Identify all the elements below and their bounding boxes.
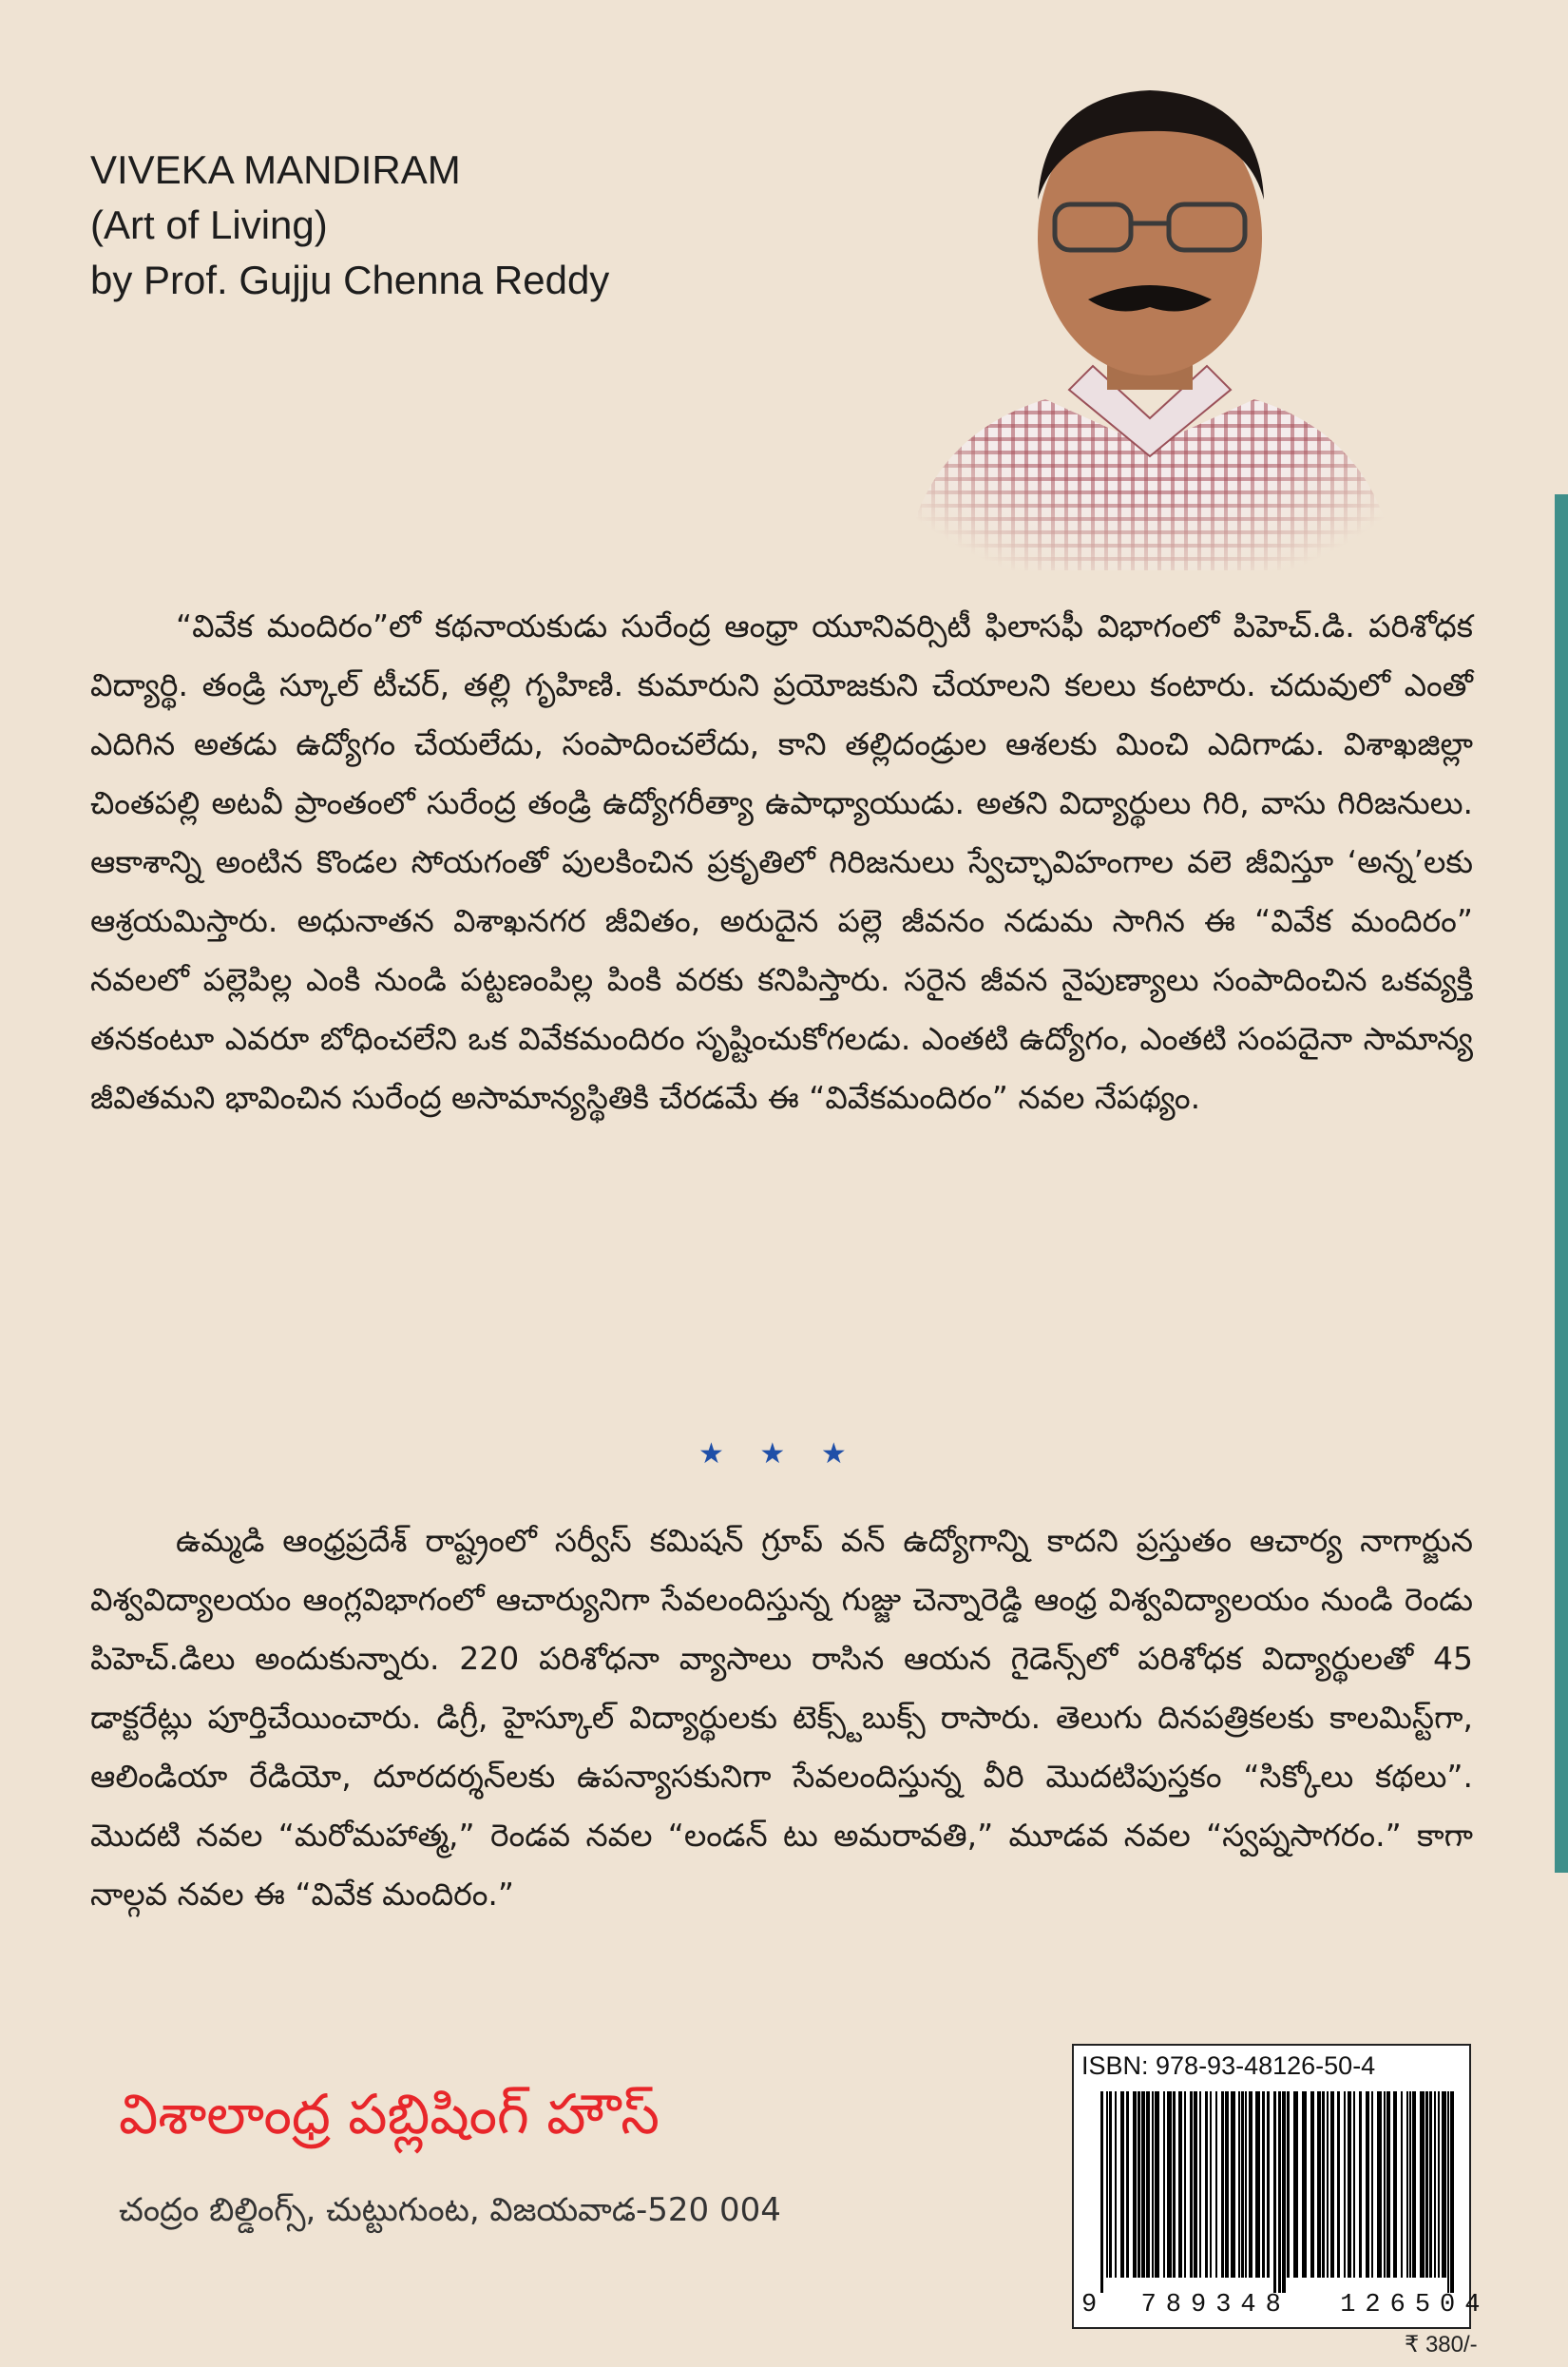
barcode-bar [1231, 2091, 1235, 2278]
barcode-bar [1420, 2091, 1425, 2278]
barcode-bar [1371, 2091, 1373, 2278]
barcode-digits-right: 126504 [1340, 2291, 1490, 2319]
barcode-bar [1100, 2091, 1103, 2293]
barcode-bar [1386, 2091, 1390, 2278]
barcode-bar [1447, 2091, 1449, 2293]
barcode-bar [1401, 2091, 1403, 2278]
barcode-bar [1106, 2091, 1108, 2278]
barcode-bar [1249, 2091, 1252, 2278]
barcode-bar [1194, 2091, 1197, 2278]
isbn-barcode [1072, 2044, 1490, 2329]
barcode-bar [1293, 2091, 1298, 2278]
barcode-bar [1273, 2091, 1276, 2293]
barcode-bar [1344, 2091, 1346, 2278]
barcode-bar [1126, 2091, 1129, 2278]
barcode-bar [1384, 2091, 1386, 2278]
book-title: VIVEKA MANDIRAM [90, 147, 461, 192]
barcode-bar [1109, 2091, 1112, 2278]
barcode-bar [1425, 2091, 1428, 2278]
price-label: ₹ 380/- [1405, 2332, 1478, 2357]
barcode-bar [1173, 2091, 1176, 2278]
barcode-bar [1133, 2091, 1137, 2278]
barcode-bar [1238, 2091, 1240, 2278]
barcode-bar [1438, 2091, 1440, 2278]
barcode-bar [1359, 2091, 1362, 2278]
barcode-bar [1184, 2091, 1186, 2278]
publisher-address: చంద్రం బిల్డింగ్స్, చుట్టుగుంట, విజయవాడ-520 004 [119, 2191, 781, 2229]
author-line: by Prof. Gujju Chenna Reddy [90, 258, 610, 302]
barcode-digits-left: 789348 [1140, 2291, 1291, 2319]
publisher-name: విశాలాంధ్ర పబ్లిషింగ్ హౌస్ [119, 2082, 660, 2146]
barcode-bar [1178, 2091, 1182, 2278]
barcode-digits [1081, 2291, 1490, 2319]
barcode-bar [1155, 2091, 1159, 2278]
barcode-bar [1167, 2091, 1172, 2278]
barcode-bar [1412, 2091, 1416, 2278]
barcode-bar [1205, 2091, 1208, 2278]
synopsis-paragraph: “వివేక మందిరం”లో కథనాయకుడు సురేంద్ర ఆంధ్రా యూనివర్సిటీ ఫిలాసఫీ విభాగంలో పిహెచ్.డి. పరిశోధక విద్యార్థి. తండ్రి స్కూల్ టీచర్, తల్లి గృహిణి. కుమారుని ప్రయోజకుని చేయాలని కలలు కంటారు. చదువులో ఎంతో ఎదిగిన అతడు ఉద్యోగం చేయలేదు, సంపాదించలేదు, కాని తల్లిదండ్రుల ఆశలకు మించి ఎదిగాడు. విశాఖజిల్లా చింతపల్లి అటవీ ప్రాంతంలో సురేంద్ర తండ్రి ఉద్యోగరీత్యా ఉపాధ్యాయుడు. అతని విద్యార్థులు గిరి, వాసు గిరిజనులు. ఆకాశాన్ని అంటిన కొండల సోయగంతో పులకించిన ప్రకృతిలో గిరిజనులు స్వేచ్ఛావిహంగాల వలె జీవిస్తూ ‘అన్న’లకు ఆశ్రయమిస్తారు. అధునాతన విశాఖనగర జీవితం, అరుదైన పల్లె జీవనం నడుమ సాగిన ఈ “వివేక మందిరం” నవలలో పల్లెపిల్ల ఎంకి నుండి పట్టణంపిల్ల పింకి వరకు కనిపిస్తారు. సరైన జీవన నైపుణ్యాలు సంపాదించిన ఒకవ్యక్తి తనకంటూ ఎవరూ బోధించలేని ఒక వివేకమందిరం సృష్టించుకోగలడు. ఎంతటి ఉద్యోగం, ఎంతటి సంపదైనా సామాన్య జీవితమని భావించిన సురేంద్ర అసామాన్యస్థితికి చేరడమే ఈ “వివేకమందిరం” నవల నేపథ్యం. [90, 607, 1473, 1116]
barcode-digit-lead: 9 [1081, 2291, 1098, 2319]
barcode-bar [1287, 2091, 1290, 2278]
barcode-bar [1141, 2091, 1145, 2278]
barcode-bar [1262, 2091, 1265, 2278]
barcode-bar [1225, 2091, 1229, 2278]
barcode-bar [1377, 2091, 1382, 2278]
barcode-bars [1100, 2091, 1454, 2293]
barcode-bar [1434, 2091, 1436, 2278]
barcode-bar [1353, 2091, 1355, 2278]
barcode-bar [1327, 2091, 1329, 2278]
author-portrait [865, 38, 1435, 570]
author-bio-paragraph: ఉమ్మడి ఆంధ్రప్రదేశ్ రాష్ట్రంలో సర్వీస్ కమిషన్ గ్రూప్ వన్ ఉద్యోగాన్ని కాదని ప్రస్తుతం ఆచార్య నాగార్జున విశ్వవిద్యాలయం ఆంగ్లవిభాగంలో ఆచార్యునిగా సేవలందిస్తున్న గుజ్జు చెన్నారెడ్డి ఆంధ్ర విశ్వవిద్యాలయం నుండి రెండు పిహెచ్.డిలు అందుకున్నారు. 220 పరిశోధనా వ్యాసాలు రాసిన ఆయన గైడెన్స్‌లో పరిశోధక విద్యార్థులతో 45 డాక్టరేట్లు పూర్తిచేయించారు. డిగ్రీ, హైస్కూల్ విద్యార్థులకు టెక్స్ట్‌బుక్స్ రాసారు. తెలుగు దినపత్రికలకు కాలమిస్ట్‌గా, ఆలిండియా రేడియో, దూరదర్శన్‌లకు ఉపన్యాసకునిగా సేవలందిస్తున్న వీరి మొదటిపుస్తకం “సిక్కోలు కథలు”. మొదటి నవల “మరోమహాత్మ,” రెండవ నవల “లండన్ టు అమరావతి,” మూడవ నవల “స్వప్నసాగరం.” కాగా నాల్గవ నవల ఈ “వివేక మందిరం.” [90, 1522, 1473, 1913]
barcode-bar [1442, 2091, 1446, 2278]
barcode-bar [1409, 2091, 1411, 2278]
title-block [90, 143, 609, 308]
barcode-bar [1310, 2091, 1314, 2278]
barcode-bar [1267, 2091, 1270, 2278]
barcode-bar [1450, 2091, 1454, 2293]
barcode-bar [1115, 2091, 1117, 2278]
barcode-bar [1241, 2091, 1244, 2278]
barcode-bar [1255, 2091, 1260, 2278]
book-subtitle: (Art of Living) [90, 202, 328, 247]
barcode-bar [1317, 2091, 1321, 2278]
barcode-bar [1366, 2091, 1369, 2278]
barcode-bar [1152, 2091, 1154, 2278]
barcode-bar [1337, 2091, 1340, 2278]
barcode-bar [1330, 2091, 1334, 2278]
barcode-bar [1282, 2091, 1286, 2293]
barcode-bar [1210, 2091, 1212, 2278]
barcode-bar [1278, 2091, 1281, 2293]
barcode-bar [1146, 2091, 1150, 2278]
barcode-bar [1348, 2091, 1351, 2278]
barcode-bar [1199, 2091, 1201, 2278]
isbn-label: ISBN: 978-93-48126-50-4 [1081, 2051, 1376, 2080]
spine-edge [1555, 494, 1568, 1873]
barcode-bar [1245, 2091, 1247, 2278]
barcode-bar [1215, 2091, 1217, 2278]
barcode-bar [1302, 2091, 1307, 2278]
barcode-bar [1322, 2091, 1325, 2278]
barcode-bar [1221, 2091, 1224, 2278]
barcode-bar [1190, 2091, 1193, 2278]
barcode-bar [1406, 2091, 1408, 2278]
barcode-bar [1393, 2091, 1397, 2278]
barcode-bar [1138, 2091, 1140, 2278]
barcode-bar [1163, 2091, 1165, 2278]
barcode-bar [1429, 2091, 1432, 2278]
barcode-bar [1120, 2091, 1124, 2278]
separator-stars: ★ ★ ★ [698, 1437, 860, 1471]
